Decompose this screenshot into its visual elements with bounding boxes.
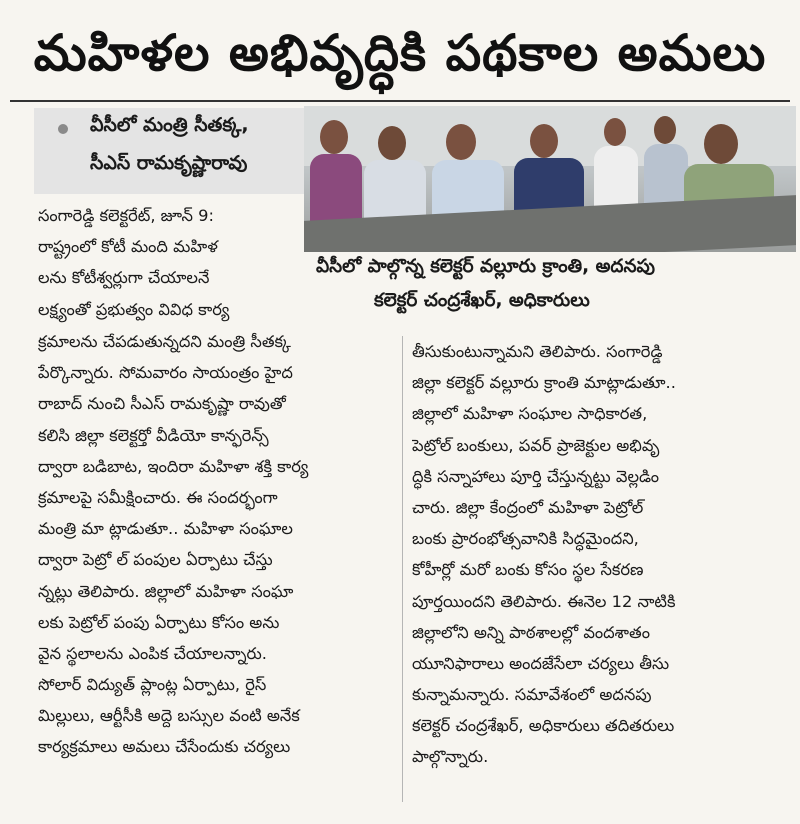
column-a-top [38, 200, 300, 325]
body-line: జిల్లా కలెక్టర్ వల్లూరు క్రాంతి మాట్లాడుతూ.. [412, 373, 676, 393]
body-line: మంత్రి మా ట్లాడుతూ.. మహిళా సంఘాల [38, 519, 293, 539]
body-line: బంకు ప్రారంభోత్సవానికి సిద్ధమైందని, [412, 529, 639, 549]
column-b [412, 336, 788, 773]
body-line: పెట్రోల్ బంకులు, పవర్ ప్రాజెక్టుల అభివృ [412, 435, 660, 455]
bullet-icon [58, 124, 68, 134]
body-line: పేర్కొన్నారు. సోమవారం సాయంత్రం హైద [38, 363, 293, 383]
body-line: లకు పెట్రోల్ పంపు ఏర్పాటు కోసం అను [38, 612, 280, 632]
body-line: మిల్లులు, ఆర్టీసీకి అద్దె బస్సుల వంటి అనేక [38, 706, 300, 726]
body-line: జిల్లాలో మహిళా సంఘాల సాధికారత, [412, 404, 648, 424]
body-line: క్రమాలను చేపడుతున్నదని మంత్రి సీతక్క [38, 332, 291, 351]
body-line: తీసుకుంటున్నామని తెలిపారు. సంగారెడ్డి [412, 342, 663, 361]
body-line: రాష్ట్రంలో కోటీ మంది మహిళ [38, 237, 218, 257]
column-a [38, 326, 390, 763]
body-line: యూనిఫారాలు అందజేసేలా చర్యలు తీసు [412, 653, 670, 673]
body-line: న్నట్లు తెలిపారు. జిల్లాలో మహిళా సంఘా [38, 581, 294, 601]
body-line: సోలార్ విద్యుత్ ప్లాంట్ల ఏర్పాటు, రైస్ [38, 675, 267, 695]
body-line: సంగారెడ్డి కలెక్టరేట్, జూన్ 9: [38, 206, 214, 225]
body-line: లక్ష్యంతో ప్రభుత్వం వివిధ కార్య [38, 299, 230, 319]
subhead-line-2: సీఎస్ రామకృష్ణారావు [90, 152, 248, 174]
body-line: ద్ధికి సన్నాహాలు పూర్తి చేస్తున్నట్టు వెల్లడిం [412, 466, 660, 486]
caption-line-2: కలెక్టర్ చంద్రశేఖర్, అధికారులు [374, 290, 590, 311]
body-line: ద్వారా పెట్రో ల్ పంపుల ఏర్పాటు చేస్తు [38, 550, 273, 570]
body-line: రాబాద్ నుంచి సీఎస్ రామకృష్ణా రావుతో [38, 394, 286, 414]
body-line: వైన స్థలాలను ఎంపిక చేయాలన్నారు. [38, 643, 267, 663]
headline: మహిళల అభివృద్ధికి పథకాల అమలు [33, 24, 767, 82]
body-line: లను కోటీశ్వర్లుగా చేయాలనే [38, 268, 210, 288]
subhead-box [34, 108, 304, 194]
body-line: కోహీర్లో మరో బంకు కోసం స్థల సేకరణ [412, 560, 644, 580]
subhead-line-1: వీసీలో మంత్రి సీతక్క, [90, 114, 249, 136]
caption-line-1: వీసీలో పాల్గొన్న కలెక్టర్ వల్లూరు క్రాంతి, అదనపు [316, 256, 655, 277]
column-divider [402, 336, 403, 802]
body-line: కున్నామన్నారు. సమావేశంలో అదనపు [412, 685, 652, 705]
body-line: క్రమాలపై సమీక్షించారు. ఈ సందర్భంగా [38, 487, 278, 507]
body-line: కలెక్టర్ చంద్రశేఖర్, అధికారులు తదితరులు [412, 716, 675, 736]
body-line: చారు. జిల్లా కేంద్రంలో మహిళా పెట్రోల్ [412, 497, 644, 517]
body-line: ద్వారా బడిబాట, ఇందిరా మహిళా శక్తి కార్య [38, 456, 309, 476]
body-line: జిల్లాలోని అన్ని పాఠశాలల్లో వందశాతం [412, 622, 650, 642]
body-line: పాల్గొన్నారు. [412, 747, 489, 767]
body-line: కలిసి జిల్లా కలెక్టర్తో వీడియో కాన్ఫరెన్స్ [38, 425, 269, 445]
body-line: కార్యక్రమాలు అమలు చేసేందుకు చర్యలు [38, 737, 291, 757]
headline-rule [10, 100, 790, 102]
photo-caption [304, 252, 796, 324]
body-line: పూర్తయిందని తెలిపారు. ఈనెల 12 నాటికి [412, 591, 676, 611]
meeting-photo [304, 106, 796, 252]
